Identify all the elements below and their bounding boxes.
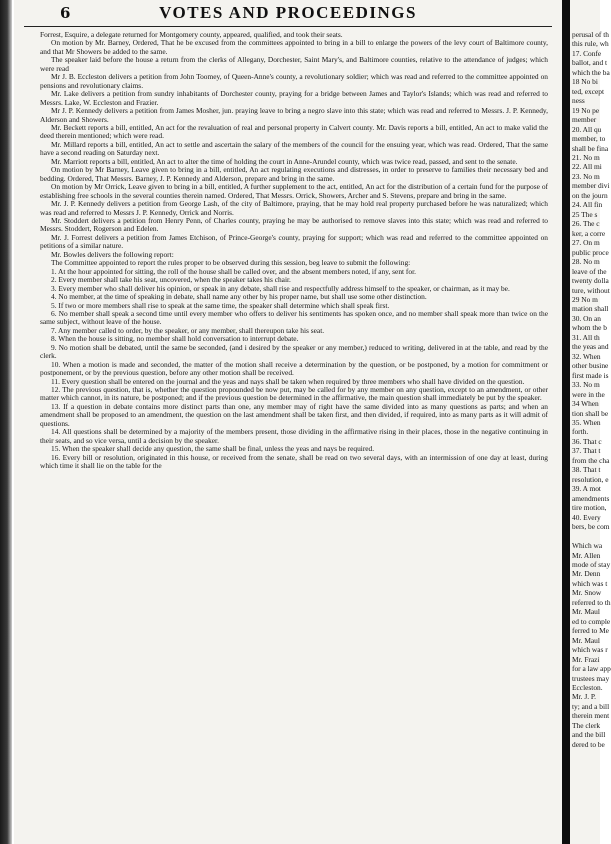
paragraph: Mr. J. Forrest delivers a petition from James Etchison, of Prince-George's county, praying for support; which was read and referred to the committee appointed on petitions of a similar nature. [40,232,548,251]
adjacent-page-line: Eccleston. [572,683,603,693]
adjacent-page-line: ted, except [572,86,605,96]
adjacent-page-line: 30. On an [572,313,601,323]
adjacent-page-line: other busine [572,361,609,371]
adjacent-page-line: perusal of th [572,30,609,39]
adjacent-page-line: 35. When [572,418,601,428]
paragraph: The Committee appointed to report the rules proper to be observed during this session, beg leave to submit the following: [51,258,411,268]
paragraph: 14. All questions shall be determined by a majority of the members present, those dividing in the affirmative rising in their places, those in the negative continuing in their seats, and so vice versa, until a decision by the speaker. [40,427,548,445]
paragraph: Mr. Bowles delivers the following report: [51,249,174,259]
adjacent-page-line: 18 No bi [572,77,598,87]
paragraph: Mr J. B. Eccleston delivers a petition from John Toomey, of Queen-Anne's county, a revolutionary soldier; which was read and referred to the committee appointed on pensions and revolutionary claims. [40,72,548,90]
adjacent-page-line: for a law app [572,664,611,674]
paragraph: On motion by Mr Orrick, Leave given to bring in a bill, entitled, A further supplement to the act, entitled, An act for the distribution of a certain fund for the purpose of establishing free schools in the several counties therein named. Ordered, That Messrs. Orrick, Showers, Archer and S. Stevens, prepare and bring in the same. [40,182,548,200]
adjacent-page-line: 17. Confe [572,48,602,58]
paragraph: Mr. Marriott reports a bill, entitled, An act to alter the time of holding the court in Anne-Arundel county, which was twice read, passed, and sent to the senate. [51,156,518,166]
adjacent-page-line: on the journ [572,190,608,200]
adjacent-page-line: Mr. Denn [572,569,601,579]
adjacent-page-line: 28. No m [572,257,600,267]
adjacent-page-line: from the cha [572,455,610,465]
adjacent-page-line: amendments [572,493,610,503]
paragraph: Mr. Lake delivers a petition from sundry inhabitants of Dorchester county, praying for a bridge between James and Taylor's Islands; which was read and referred to Messrs. Lake, W. Eccleston and Frazier. [40,89,548,107]
paragraph: 4. No member, at the time of speaking in debate, shall name any other by his proper name, but shall use some other distinction. [51,292,427,302]
adjacent-page-line: 21. No m [572,153,600,163]
adjacent-page-line: trustees may [572,673,610,683]
adjacent-page-line: ker, a corre [572,228,606,238]
paragraph: On motion by Mr Barney, Leave given to bring in a bill, entitled, An act regulating executions and distresses, in order to preserve to families their necessary bed and bedding. Ordered, That Messrs. Barney, J. P. Kennedy and Alderson, prepare and bring in the same. [40,165,548,183]
paragraph: 12. The previous question, that is, whether the question propounded be now put, may be called for by any member on any question, except to an amendment, or other matter which cannot, in its nature, be postponed; and if the previous question be determined in the affirmative, the main question shall immediately be put by the speaker. [40,385,548,403]
paragraph: 7. Any member called to order, by the speaker, or any member, shall thereupon take his seat. [51,325,325,335]
adjacent-page-line: tire motion, [572,503,607,513]
adjacent-page-line: and the bill [572,730,606,740]
adjacent-page-line: member divi [572,181,610,191]
adjacent-page-line: mation shall [572,304,609,314]
adjacent-page-line: 34 When [572,399,599,409]
adjacent-page-line: 27. On m [572,238,600,248]
adjacent-page-line: 37. That t [572,446,601,456]
adjacent-page-line: ferred to Me [572,626,609,636]
adjacent-page-line: leave of the [572,266,607,276]
adjacent-page-line: tion shall be [572,408,609,418]
adjacent-page-line: The clerk [572,720,601,730]
page-number: 6 [60,4,71,22]
page-gutter [562,0,570,844]
adjacent-page-line: ture, without [572,285,610,295]
adjacent-page-line: 31. All th [572,332,600,342]
adjacent-page-line: Mr. Frazi [572,654,600,664]
paragraph: 9. No motion shall be debated, until the same be seconded, (and i desired by the speaker or any member,) reduced to writing, delivered in at the table, and read by the clerk. [40,342,548,361]
adjacent-page-line: 39. A mot [572,484,601,494]
adjacent-page-line: first made is [572,370,609,380]
paragraph: 5. If two or more members shall rise to speak at the same time, the speaker shall determine which shall speak first. [51,300,390,310]
adjacent-page-line: 20. All qu [572,124,602,134]
paragraph: Mr. J. P. Kennedy delivers a petition from George Lash, of the city of Baltimore, praying, that he may hold real property purchased before he was naturalized; which was read and referred to Messrs J. P. Kennedy, Orrick and Norris. [40,199,548,217]
adjacent-page-line: mode of stay [572,559,611,569]
adjacent-page-line: this rule, wh [572,39,609,49]
page-header [24,4,552,27]
adjacent-page-line: twenty dolla [572,276,609,286]
paragraph: 2. Every member shall take his seat, uncovered, when the speaker takes his chair. [51,275,291,285]
paragraph: Forrest, Esquire, a delegate returned for Montgomery county, appeared, qualified, and took their seats. [40,30,343,39]
adjacent-page-line: public proce [572,247,609,257]
adjacent-page-line: forth. [572,427,589,437]
adjacent-page-line: whom the b [572,323,607,333]
paragraph: 10. When a motion is made and seconded, the matter of the motion shall receive a determination by the question, or be postponed, by a motion for commitment or postponement, or by the previous question, before any other motion shall be received. [40,359,548,378]
adjacent-page-line: resolution, e [572,474,609,484]
adjacent-page-line: 36. That c [572,436,602,446]
adjacent-page-line: 29 No m [572,294,598,304]
paragraph: Mr. Millard reports a bill, entitled, An act to settle and ascertain the salary of the members of the council for the ensuing year, which was read. Ordered, That the same have a second reading on Saturday next. [40,139,548,158]
adjacent-page-line: 26. The c [572,219,600,229]
adjacent-page-line: bers, be com [572,522,610,532]
adjacent-page-line: Mr. Maul [572,607,600,617]
paragraph: 3. Every member who shall deliver his opinion, or speak in any debate, shall rise and respectfully address himself to the speaker, or chairman, as it may be. [51,283,510,293]
paragraph: Mr. Beckett reports a bill, entitled, An act for the revaluation of real and personal property in Calvert county. Mr. Davis reports a bill, entitled, An act to make valid the deed therein mentioned; which were read. [40,122,548,141]
adjacent-page-line: which the ba [572,67,610,77]
adjacent-page-line: which was t [572,578,608,588]
adjacent-page-fragment [570,0,611,844]
paragraph: 15. When the speaker shall decide any question, the same shall be final, unless the yeas and nays be required. [51,444,375,454]
adjacent-page-line: 33. No m [572,380,600,390]
adjacent-page-line: the yeas and [572,342,609,352]
adjacent-page-line: ballot, and t [572,58,608,68]
adjacent-page-line: were in the [572,389,605,399]
document-page [14,0,562,844]
adjacent-page-line: 24. All fin [572,200,603,210]
paragraph: On motion by Mr. Barney, Ordered, That he be excused from the committees appointed to bring in a bill to enlarge the powers of the levy court of Baltimore county, and that Mr Showers be added to the same. [40,38,548,56]
adjacent-page-line: Mr. Snow [572,588,602,598]
adjacent-page-line: 23. No m [572,171,600,181]
adjacent-page-line: shall be fina [572,143,609,153]
adjacent-page-line: member, to [572,134,606,144]
scan-edge-left [0,0,12,844]
paragraph: 1. At the hour appointed for sitting, the roll of the house shall be called over, and the absent members noted, if any, sent for. [51,266,416,276]
paragraph: 13. If a question in debate contains more distinct parts than one, any member may of right have the same divided into as many questions as parts; and when an amendment shall be proposed to an amendment, the question on the last amendment shall be taken first, and then divided, if required, into as many parts as it will admit of questions. [40,401,548,428]
adjacent-page-line: which was r [572,645,608,655]
adjacent-page-line: member [572,115,597,125]
running-head: VOTES AND PROCEEDINGS [159,3,417,22]
adjacent-page-line: Mr. Allen [572,550,601,560]
adjacent-page-line: 25 The s [572,209,598,219]
adjacent-page-line: 22. All mi [572,162,602,172]
paragraph: 6. No member shall speak a second time until every member who offers to deliver his sentiments has spoken once, and no member shall speak more than twice on the same subject, without leave of the house. [40,308,548,327]
adjacent-page-line: 19 No pe [572,105,600,115]
adjacent-page-line: therein ment [572,711,610,721]
adjacent-page-line: dered to be [572,739,605,749]
body-text [40,31,548,841]
paragraph: Mr. Stoddert delivers a petition from Henry Penn, of Charles county, praying he may be authorised to remove slaves into this state; which was read and referred to Messrs. Stoddert, Rogerson and Edelen. [40,215,548,234]
adjacent-page-line: Mr. Maul [572,635,600,645]
adjacent-page-line: Mr. J. P. [572,692,597,702]
adjacent-page-line: 40. Every [572,512,601,522]
paragraph: 8. When the house is sitting, no member shall hold conversation to interrupt debate. [51,334,299,344]
adjacent-page-line: referred to th [572,597,611,607]
adjacent-page-line: ty; and a bill [572,701,610,711]
adjacent-page-line: ed to comple [572,616,611,626]
paragraph: 11. Every question shall be entered on the journal and the yeas and nays shall be taken when required by three members who shall have divided on the question. [51,376,525,386]
paragraph: The speaker laid before the house a return from the clerks of Allegany, Dorchester, Saint Mary's, and Baltimore counties, relative to the attendance of judges; which were read [40,55,548,73]
adjacent-page-line: ness [572,96,585,106]
adjacent-page-line: 32. When [572,351,601,361]
adjacent-page-line: Which wa [572,541,603,551]
paragraph: Mr J. P. Kennedy delivers a petition from James Mosher, jun. praying leave to bring a negro slave into this state; which was read and referred to Messrs. J. P. Kennedy, Alderson and Showers. [40,106,548,124]
adjacent-page-line: 38. That t [572,465,601,475]
paragraph: 16. Every bill or resolution, originated in this house, or received from the senate, shall be read on two several days, with an intermission of one day at least, during which time it shall lie on the table for the [40,452,548,471]
